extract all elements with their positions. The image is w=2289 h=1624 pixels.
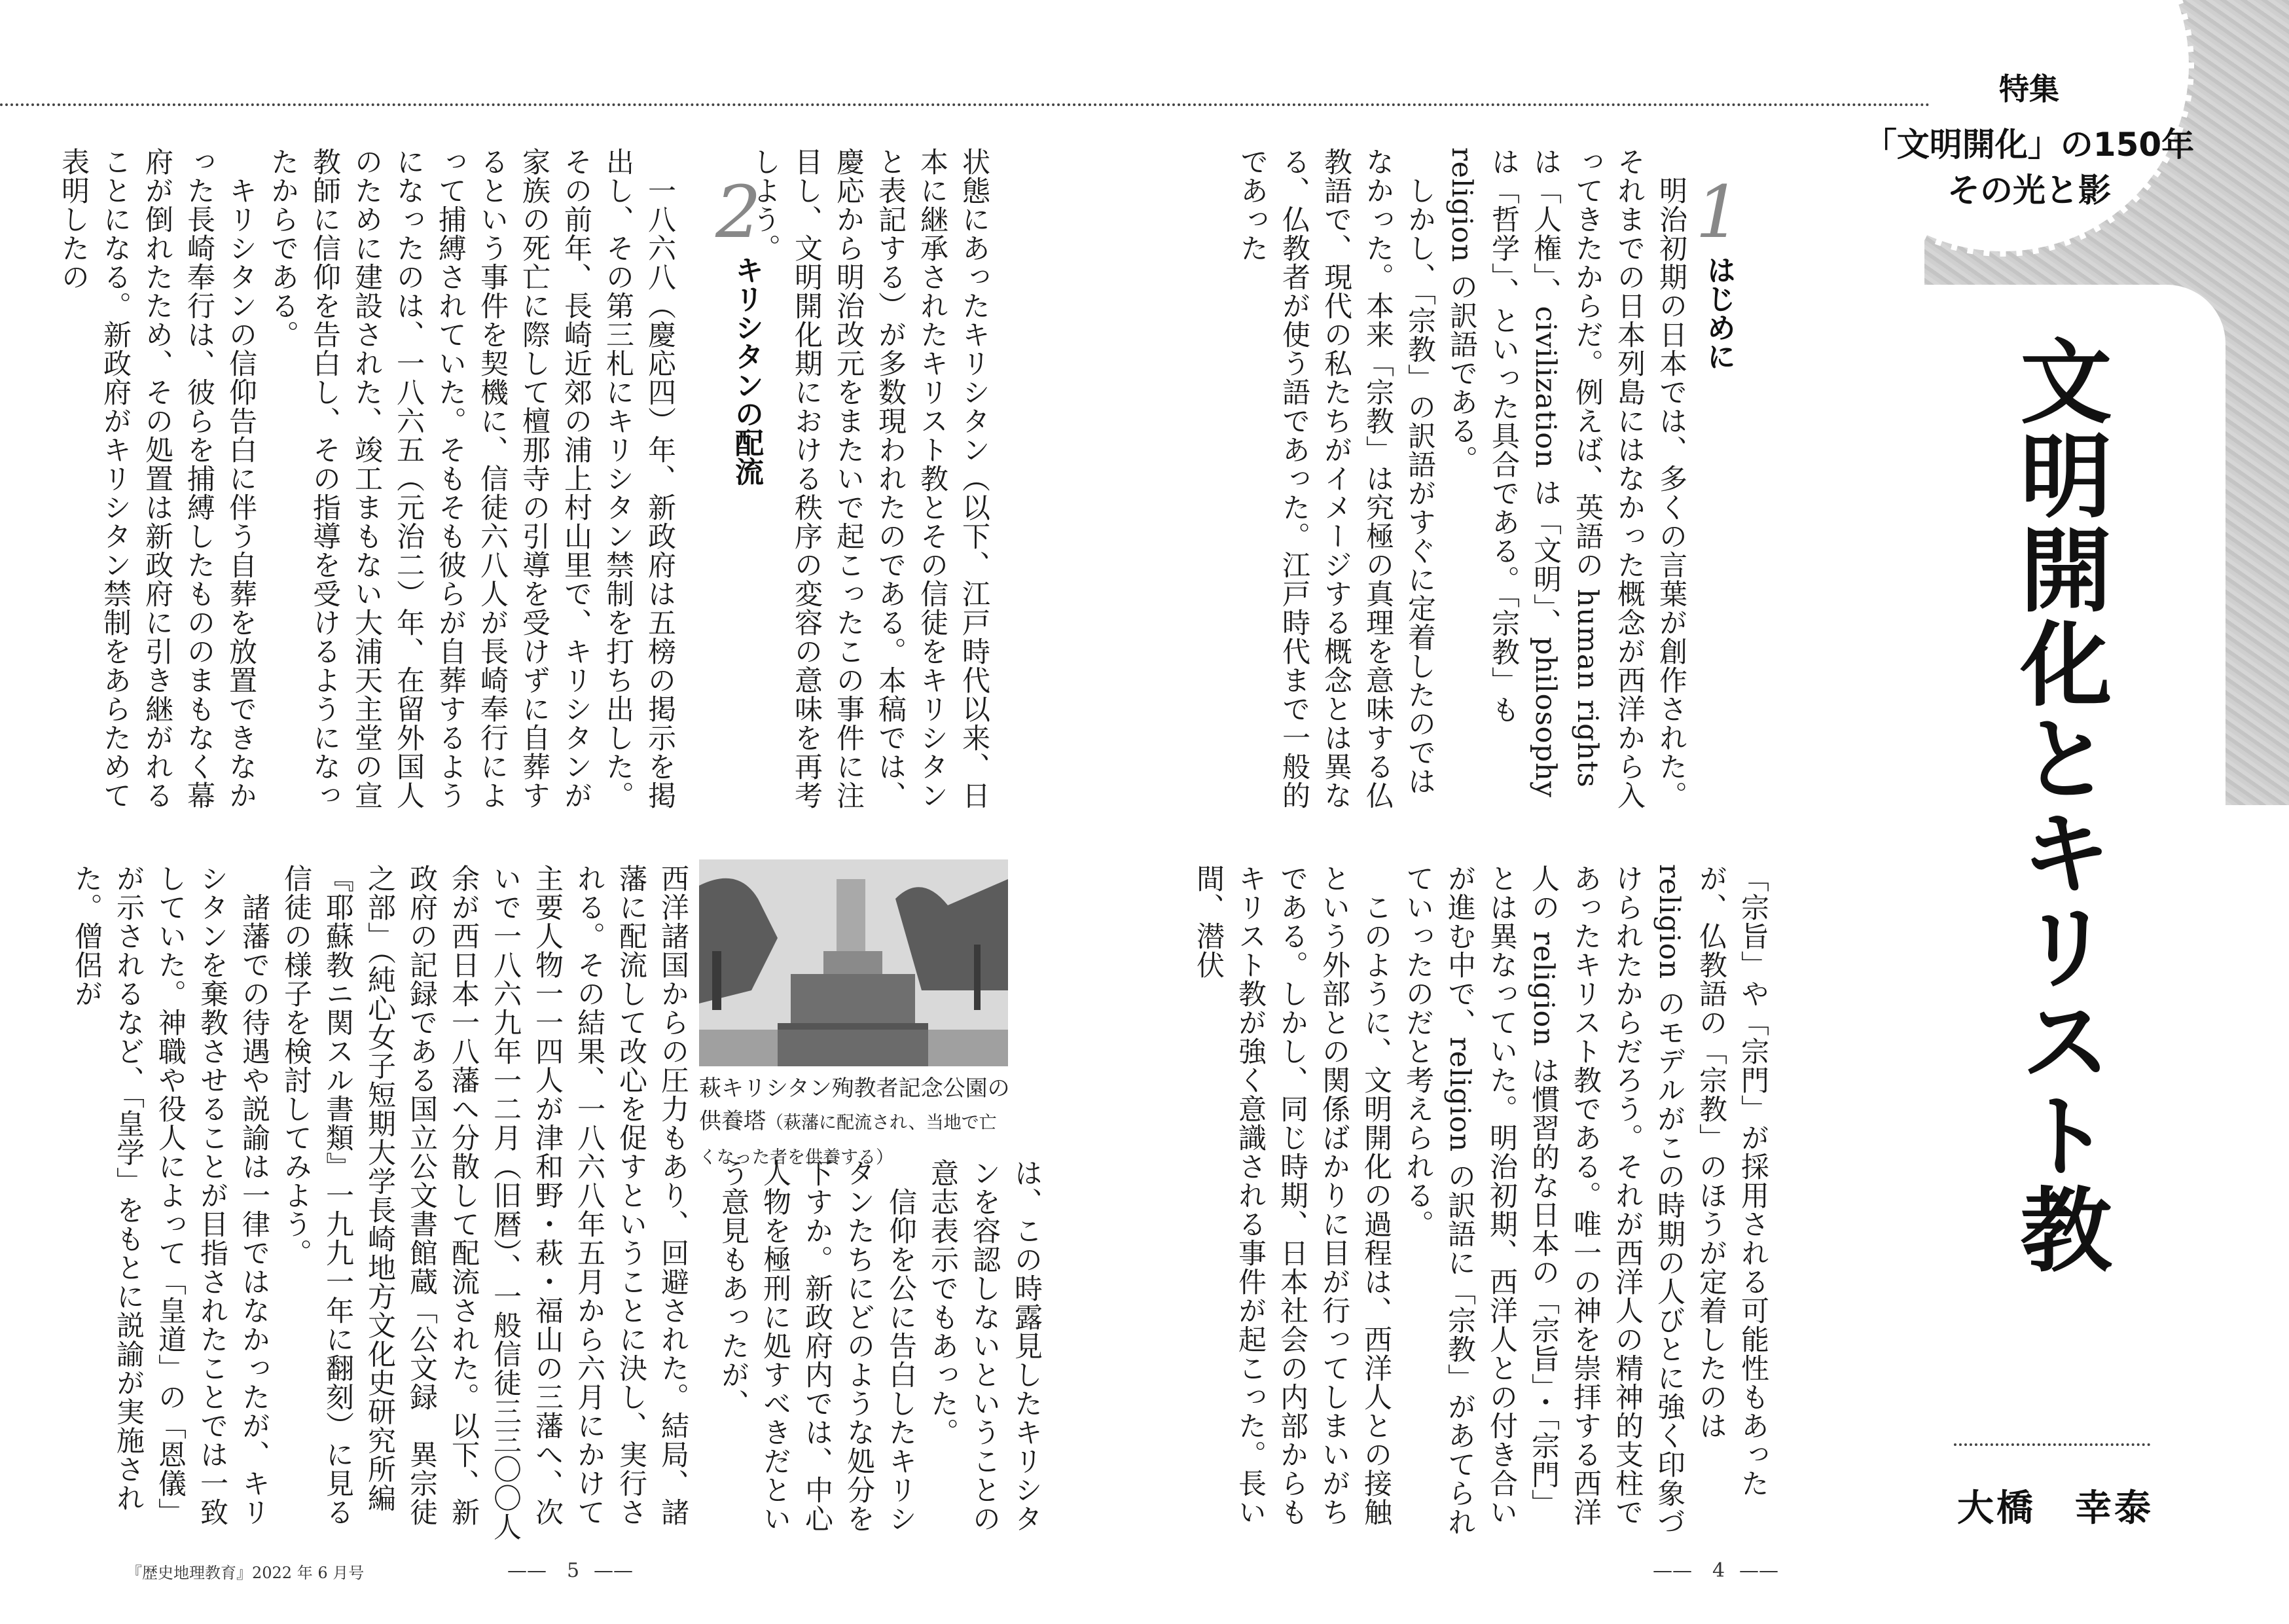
section-heading-1: はじめに xyxy=(1702,255,1735,370)
page-number-left-dash-after: —— xyxy=(594,1559,633,1582)
page-number-right-dash-before: —— xyxy=(1653,1559,1692,1582)
section-heading-2: キリシタンの配流 xyxy=(730,255,763,486)
memorial-photo-image xyxy=(699,859,1008,1066)
page-number-right-dash-after: —— xyxy=(1739,1559,1778,1582)
section-number-2: 2 xyxy=(715,170,761,254)
feature-label: 特集 xyxy=(1999,71,2059,107)
page-number-left-dash-before: —— xyxy=(507,1559,547,1582)
photo-caption-main: 萩キリシタン殉教者記念公園の供養塔 xyxy=(699,1075,1010,1134)
feature-label-block xyxy=(1859,65,2199,213)
journal-name: 『歴史地理教育』2022 年 6 月号 xyxy=(126,1564,365,1582)
memorial-photo xyxy=(699,859,1008,1066)
body-text-p5-bottom-left: 西洋諸国からの圧力もあり、回避された。結局、諸藩に配流して改心を促すということに決し、実行される。その結果、一八六八年五月から六月にかけて主要人物一一四人が津和野・萩・福山の三藩へ、次いで一八六九年一二月（旧暦）、一般信徒三三〇〇人余が西日本一八藩へ分散して配流された。以下、新政府の記録である国立公文書館蔵「公文録 異宗徒之部」（純心女子短期大学長崎地方文化史研究所編『耶蘇教ニ関スル書類』一九九一年に翻刻）に見る信徒の様子を検討してみよう。 諸藩での待遇や説諭は一律ではなかったが、キリシタンを棄教させることが目指されたことでは一致していた。神職や役人によって「皇道」の「恩儀」が示されるなど、「皇学」をもとに説諭が実施された。僧侶が xyxy=(70,864,689,1542)
article-title: 文明開化とキリスト教 xyxy=(2005,334,2112,1276)
page-number-left: 5 xyxy=(567,1559,580,1582)
author-name: 大橋 幸泰 xyxy=(1957,1487,2154,1530)
author-dotted-rule xyxy=(1954,1443,2150,1446)
body-text-p5-intro: 状態にあったキリシタン（以下、江戸時代以来、日本に継承されたキリスト教とその信徒をキリシタンと表記する）が多数現われたのである。本稿では、慶応から明治改元をまたいで起こったこの事件に注目し、文明開化期における秩序の変容の意味を再考しよう。 xyxy=(748,147,990,810)
section-number-1: 1 xyxy=(1695,170,1741,254)
header-dotted-rule xyxy=(0,103,1931,106)
title-panel xyxy=(1767,285,2226,1463)
body-text-p5-bottom-right: は、この時露見したキリシタンを容認しないということの意志表示でもあった。 信仰を公に告白したキリシタンたちにどのような処分を下すか。新政府内では、中心人物を極刑に処すべきだという意見もあったが、 xyxy=(717,1159,1043,1533)
body-text-p5-section2: 一八六八（慶応四）年、新政府は五榜の掲示を掲出し、その第三札にキリシタン禁制を打ち出した。その前年、長崎近郊の浦上村山里で、キリシタンが家族の死亡に際して檀那寺の引導を受けずに自葬するという事件を契機に、信徒六八人が長崎奉行によって捕縛されていた。そもそも彼らが自葬するようになったのは、一八六五（元治二）年、在留外国人のために建設された、竣工まもない大浦天主堂の宣教師に信仰を告白し、その指導を受けるようになったからである。 キリシタンの信仰告白に伴う自葬を放置できなかった長崎奉行は、彼らを捕縛したもののまもなく幕府が倒れたため、その処置は新政府に引き継がれることになる。新政府がキリシタン禁制をあらためて表明したの xyxy=(57,147,676,810)
feature-title-line1: 「文明開化」の150年 xyxy=(1864,126,2195,164)
feature-title-line2: その光と影 xyxy=(1947,171,2111,209)
body-text-p4-top: 明治初期の日本では、多くの言葉が創作された。それまでの日本列島にはなかった概念が西洋から入ってきたからだ。例えば、英語の human rights は「人権」、civilization は「文明」、philosophy は「哲学」、といった具合である。「宗教」も religion の訳語である。 しかし、「宗教」の訳語がすぐに定着したのではなかった。本来「宗教」は究極の真理を意味する仏教語で、現代の私たちがイメージする概念とは異なる、仏教者が使う語であった。江戸時代まで一般的であった xyxy=(1236,147,1687,810)
photo-caption-note: （萩藩に配流され、当地で亡くなった者を供養する） xyxy=(699,1113,997,1168)
page-number-right: 4 xyxy=(1712,1559,1725,1582)
body-text-p4-bottom: 「宗旨」や「宗門」が採用される可能性もあったが、仏教語の「宗教」のほうが定着したのは religion のモデルがこの時期の人びとに強く印象づけられたからだろう。それが西洋人の精神的支柱であったキリスト教である。唯一の神を崇拝する西洋人の religion は慣習的な日本の「宗旨」・「宗門」とは異なっていた。明治初期、西洋人との付き合いが進む中で、religion の訳語に「宗教」があてられていったのだと考えられる。 このように、文明開化の過程は、西洋人との接触という外部との関係ばかりに目が行ってしまいがちである。しかし、同じ時期、日本社会の内部からもキリスト教が強く意識される事件が起こった。長い間、潜伏 xyxy=(1192,864,1769,1537)
